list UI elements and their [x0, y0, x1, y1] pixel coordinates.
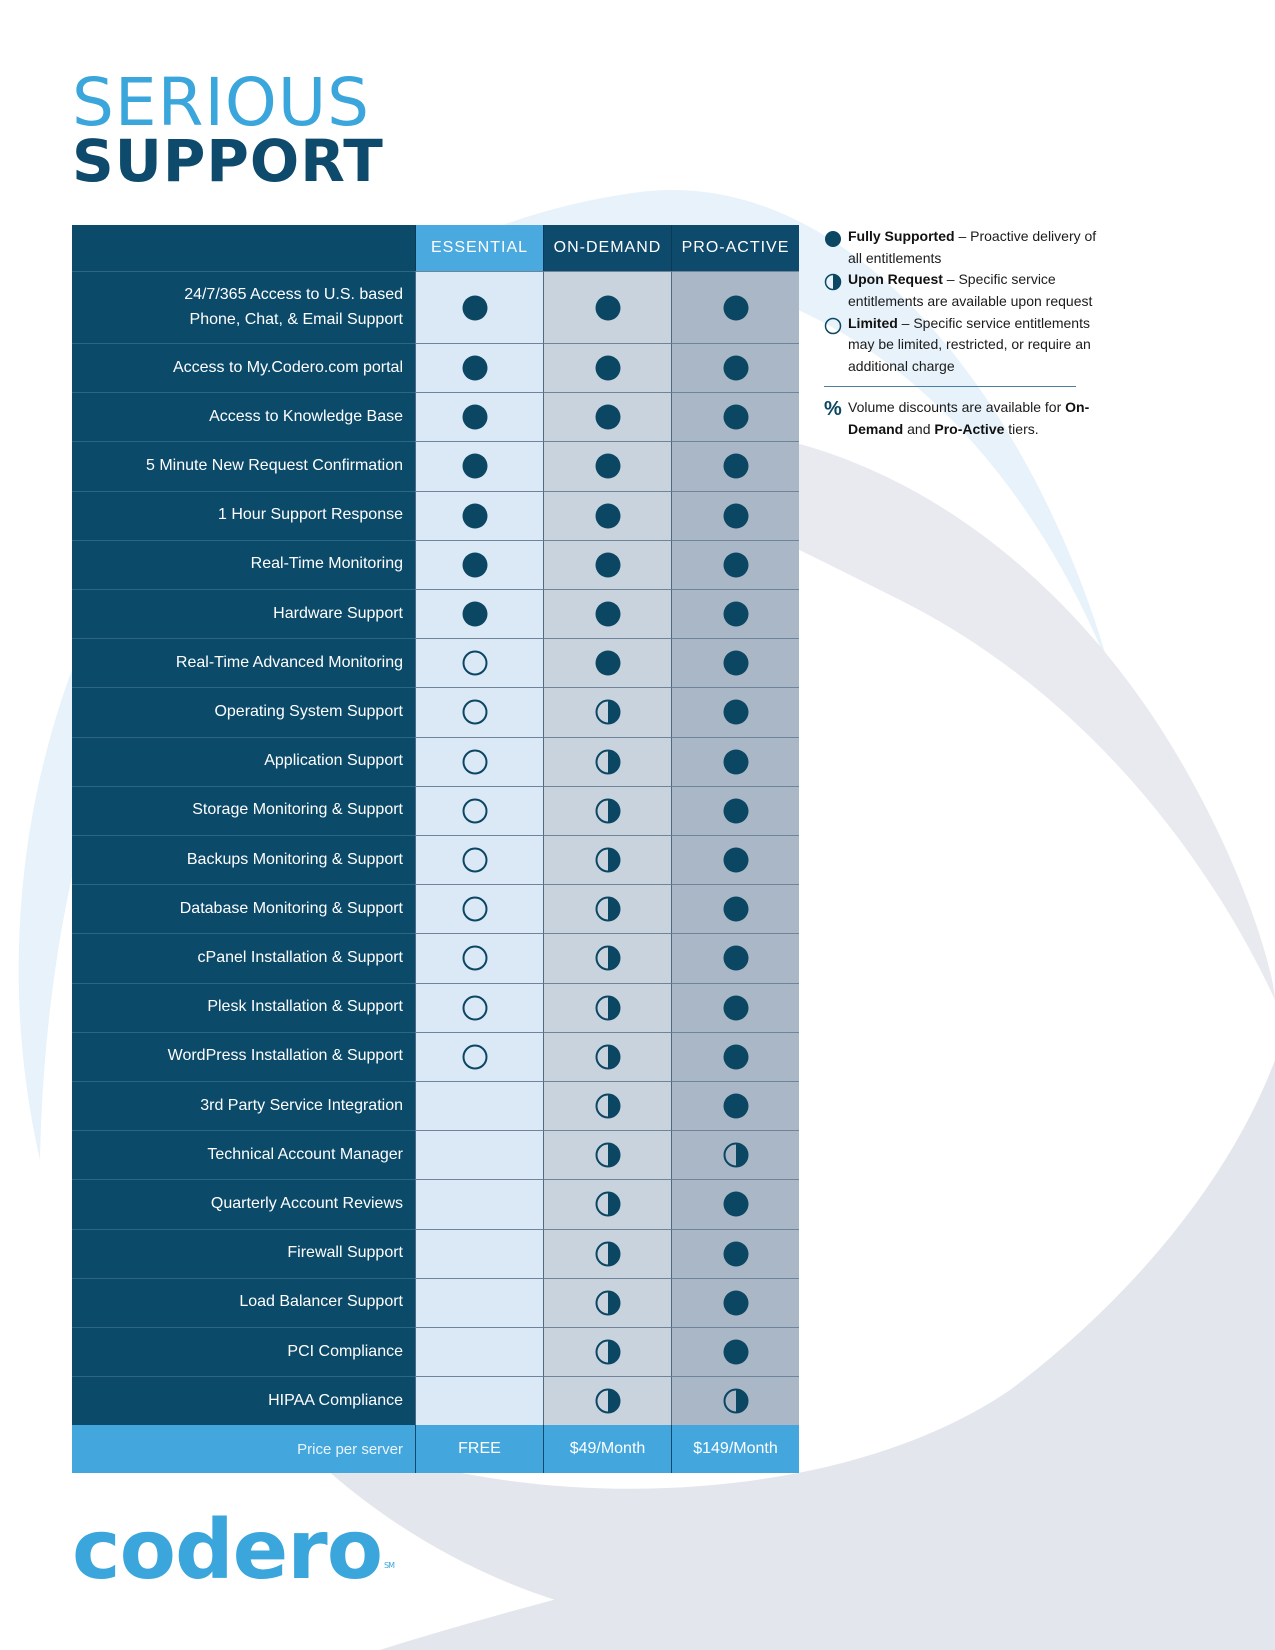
full-circle-icon — [594, 294, 622, 322]
full-circle-icon — [722, 1289, 750, 1317]
support-level-pro-active — [671, 884, 799, 933]
full-circle-icon — [722, 994, 750, 1022]
full-circle-icon — [594, 649, 622, 677]
column-header-pro-active — [671, 225, 799, 271]
support-level-on-demand — [543, 1376, 671, 1425]
support-level-essential — [415, 343, 543, 392]
codero-wordmark: codero — [72, 1503, 383, 1598]
support-comparison-table — [72, 225, 800, 1478]
volume-text-2: and — [903, 420, 935, 437]
feature-label-line: Backups Monitoring & Support — [186, 850, 403, 868]
feature-label-text — [198, 946, 403, 971]
half-circle-icon — [594, 797, 622, 825]
support-level-on-demand — [543, 441, 671, 490]
full-circle-icon — [722, 551, 750, 579]
feature-label-text — [264, 749, 403, 774]
feature-label-text — [214, 700, 403, 725]
feature-label-line: 1 Hour Support Response — [218, 506, 403, 524]
half-circle-icon — [594, 698, 622, 726]
support-level-on-demand — [543, 983, 671, 1032]
feature-row-label — [72, 540, 415, 589]
feature-label-line: 3rd Party Service Integration — [200, 1096, 403, 1114]
feature-label-line: 5 Minute New Request Confirmation — [145, 457, 403, 475]
full-circle-icon — [461, 502, 489, 530]
feature-label-text — [180, 897, 403, 922]
feature-row-label — [72, 343, 415, 392]
feature-label-text — [209, 405, 403, 430]
half-circle-icon — [594, 1240, 622, 1268]
legend-upon-request — [824, 269, 1114, 312]
support-level-pro-active — [671, 687, 799, 736]
price-value: FREE — [458, 1440, 501, 1458]
support-level-on-demand — [543, 884, 671, 933]
feature-label-text — [168, 1044, 403, 1069]
support-level-essential — [415, 1081, 543, 1130]
full-circle-icon — [722, 1092, 750, 1120]
full-circle-icon — [722, 1190, 750, 1218]
feature-label-line: Access to My.Codero.com portal — [172, 358, 403, 376]
support-level-pro-active — [671, 933, 799, 982]
support-level-essential — [415, 491, 543, 540]
feature-label-text — [146, 454, 403, 479]
feature-row-label — [72, 1032, 415, 1081]
support-level-essential — [415, 638, 543, 687]
half-circle-icon — [594, 1043, 622, 1071]
feature-label-text — [218, 503, 403, 528]
feature-label-text — [184, 283, 403, 333]
half-circle-icon — [594, 1338, 622, 1366]
empty-circle-icon — [461, 698, 489, 726]
header-blank — [72, 225, 415, 271]
support-level-pro-active — [671, 271, 799, 343]
price-pro-active — [671, 1425, 799, 1473]
feature-label-line: PCI Compliance — [287, 1342, 403, 1360]
price-label-text: Price per server — [297, 1440, 403, 1458]
price-on-demand — [543, 1425, 671, 1473]
support-level-pro-active — [671, 540, 799, 589]
volume-bold-pro-active: Pro-Active — [934, 420, 1005, 437]
feature-row-label — [72, 687, 415, 736]
price-value: $149/Month — [693, 1440, 778, 1458]
support-level-on-demand — [543, 1327, 671, 1376]
legend-fully-supported — [824, 226, 1114, 269]
support-level-on-demand — [543, 786, 671, 835]
support-level-on-demand — [543, 835, 671, 884]
half-circle-icon — [594, 748, 622, 776]
legend-divider — [824, 386, 1076, 387]
support-level-on-demand — [543, 1229, 671, 1278]
support-level-on-demand — [543, 933, 671, 982]
feature-label-text — [251, 552, 403, 577]
support-level-pro-active — [671, 1179, 799, 1228]
support-level-pro-active — [671, 1130, 799, 1179]
feature-label-text — [268, 1389, 403, 1414]
feature-row-label — [72, 1278, 415, 1327]
half-circle-icon — [594, 1092, 622, 1120]
legend-full-title: Fully Supported — [848, 228, 955, 244]
half-circle-icon — [824, 273, 842, 291]
feature-label-line: Access to Knowledge Base — [209, 407, 403, 425]
support-level-on-demand — [543, 687, 671, 736]
feature-label-text — [173, 356, 403, 381]
full-circle-icon — [461, 452, 489, 480]
support-level-pro-active — [671, 589, 799, 638]
support-level-on-demand — [543, 1278, 671, 1327]
serious-support-logo — [72, 64, 384, 195]
half-circle-icon — [594, 1289, 622, 1317]
half-circle-icon — [594, 1387, 622, 1415]
full-circle-icon — [722, 600, 750, 628]
full-circle-icon — [594, 354, 622, 382]
feature-row-label — [72, 983, 415, 1032]
empty-circle-icon — [461, 944, 489, 972]
support-level-essential — [415, 271, 543, 343]
feature-row-label — [72, 1081, 415, 1130]
support-level-on-demand — [543, 1032, 671, 1081]
support-level-essential — [415, 1229, 543, 1278]
full-circle-icon — [722, 452, 750, 480]
logo-line-serious: SERIOUS — [72, 64, 371, 141]
feature-row-label — [72, 638, 415, 687]
full-circle-icon — [594, 452, 622, 480]
full-circle-icon — [461, 600, 489, 628]
price-essential — [415, 1425, 543, 1473]
half-circle-icon — [594, 846, 622, 874]
volume-text-1: Volume discounts are available for — [848, 398, 1066, 415]
support-level-pro-active — [671, 983, 799, 1032]
legend-request-text: – Specific service entitlements are available upon request — [848, 271, 1093, 310]
support-level-essential — [415, 737, 543, 786]
support-level-essential — [415, 835, 543, 884]
support-level-pro-active — [671, 491, 799, 540]
support-level-pro-active — [671, 835, 799, 884]
service-mark: SM — [384, 1561, 395, 1570]
support-level-pro-active — [671, 786, 799, 835]
legend — [824, 226, 1114, 440]
feature-label-line: Application Support — [264, 752, 403, 770]
feature-label-line: WordPress Installation & Support — [167, 1047, 403, 1065]
support-level-pro-active — [671, 638, 799, 687]
feature-row-label — [72, 835, 415, 884]
feature-label-line: 24/7/365 Access to U.S. based — [184, 285, 403, 303]
half-circle-icon — [722, 1141, 750, 1169]
support-level-pro-active — [671, 1032, 799, 1081]
support-level-on-demand — [543, 271, 671, 343]
support-level-pro-active — [671, 343, 799, 392]
legend-request-title: Upon Request — [848, 271, 943, 288]
full-circle-icon — [722, 403, 750, 431]
support-level-essential — [415, 983, 543, 1032]
empty-circle-icon — [461, 895, 489, 923]
support-level-essential — [415, 884, 543, 933]
percent-icon: % — [824, 397, 842, 420]
legend-volume-discount — [824, 397, 1114, 440]
legend-limited-title: Limited — [848, 314, 898, 331]
half-circle-icon — [594, 994, 622, 1022]
feature-row-label — [72, 1376, 415, 1425]
feature-row-label — [72, 884, 415, 933]
legend-limited-text: – Specific service entitlements may be limited, restricted, or require an additional charge — [848, 314, 1091, 375]
full-circle-icon — [722, 1240, 750, 1268]
empty-circle-icon — [461, 797, 489, 825]
feature-row-label — [72, 271, 415, 343]
full-circle-icon — [461, 354, 489, 382]
feature-label-line: Load Balancer Support — [239, 1293, 403, 1311]
feature-row-label — [72, 441, 415, 490]
volume-text-3: tiers. — [1004, 420, 1039, 437]
feature-label-line: Firewall Support — [287, 1244, 403, 1262]
support-level-essential — [415, 1278, 543, 1327]
feature-label-line: Real-Time Monitoring — [250, 555, 403, 573]
support-level-essential — [415, 1032, 543, 1081]
support-level-essential — [415, 441, 543, 490]
codero-logo — [72, 1503, 395, 1598]
feature-row-label — [72, 737, 415, 786]
feature-label-line: Database Monitoring & Support — [179, 899, 403, 917]
empty-circle-icon — [461, 994, 489, 1022]
feature-label-line: Quarterly Account Reviews — [210, 1195, 403, 1213]
legend-full-text: – Proactive delivery of all entitlements — [848, 228, 1097, 266]
support-level-essential — [415, 589, 543, 638]
full-circle-icon — [722, 294, 750, 322]
feature-label-text — [287, 1340, 403, 1365]
feature-label-text — [207, 995, 403, 1020]
feature-row-label — [72, 933, 415, 982]
support-level-on-demand — [543, 638, 671, 687]
support-level-on-demand — [543, 1130, 671, 1179]
support-level-on-demand — [543, 1081, 671, 1130]
feature-label-line: Plesk Installation & Support — [207, 998, 403, 1016]
support-level-essential — [415, 1179, 543, 1228]
full-circle-icon — [722, 895, 750, 923]
support-level-pro-active — [671, 1081, 799, 1130]
support-level-essential — [415, 933, 543, 982]
column-header-label: ESSENTIAL — [430, 239, 529, 256]
column-header-label: ON-DEMAND — [553, 239, 662, 256]
feature-label-line: Hardware Support — [273, 604, 403, 622]
feature-label-text — [239, 1290, 403, 1315]
support-level-on-demand — [543, 343, 671, 392]
feature-label-line: Phone, Chat, & Email Support — [189, 310, 403, 328]
column-header-on-demand — [543, 225, 671, 271]
column-header-label: PRO-ACTIVE — [681, 239, 790, 256]
feature-row-label — [72, 491, 415, 540]
support-level-essential — [415, 1327, 543, 1376]
half-circle-icon — [722, 1387, 750, 1415]
feature-label-line: cPanel Installation & Support — [197, 949, 403, 967]
feature-label-text — [187, 848, 403, 873]
feature-label-line: Real-Time Advanced Monitoring — [175, 653, 403, 671]
full-circle-icon — [594, 600, 622, 628]
full-circle-icon — [594, 502, 622, 530]
full-circle-icon — [722, 698, 750, 726]
full-circle-icon — [722, 944, 750, 972]
full-circle-icon — [722, 797, 750, 825]
support-level-essential — [415, 540, 543, 589]
feature-label-text — [273, 602, 403, 627]
feature-row-label — [72, 1229, 415, 1278]
column-header-essential — [415, 225, 543, 271]
support-level-pro-active — [671, 737, 799, 786]
full-circle-icon — [824, 230, 842, 248]
support-level-pro-active — [671, 441, 799, 490]
empty-circle-icon — [461, 649, 489, 677]
full-circle-icon — [722, 846, 750, 874]
feature-label-line: Operating System Support — [214, 703, 403, 721]
price-value: $49/Month — [569, 1440, 646, 1458]
empty-circle-icon — [824, 317, 842, 335]
feature-label-line: Technical Account Manager — [207, 1145, 403, 1163]
logo-line-support: SUPPORT — [72, 127, 384, 195]
feature-row-label — [72, 1327, 415, 1376]
feature-row-label — [72, 589, 415, 638]
support-level-on-demand — [543, 491, 671, 540]
support-level-on-demand — [543, 737, 671, 786]
half-circle-icon — [594, 944, 622, 972]
feature-label-text — [287, 1241, 403, 1266]
feature-label-text — [192, 798, 403, 823]
support-level-essential — [415, 1130, 543, 1179]
feature-label-text — [176, 651, 403, 676]
half-circle-icon — [594, 1141, 622, 1169]
support-level-pro-active — [671, 1376, 799, 1425]
full-circle-icon — [722, 502, 750, 530]
support-level-essential — [415, 786, 543, 835]
empty-circle-icon — [461, 846, 489, 874]
empty-circle-icon — [461, 748, 489, 776]
empty-circle-icon — [461, 1043, 489, 1071]
feature-row-label — [72, 1130, 415, 1179]
full-circle-icon — [722, 1338, 750, 1366]
full-circle-icon — [461, 551, 489, 579]
feature-row-label — [72, 786, 415, 835]
half-circle-icon — [594, 1190, 622, 1218]
full-circle-icon — [722, 354, 750, 382]
full-circle-icon — [722, 649, 750, 677]
support-level-essential — [415, 1376, 543, 1425]
full-circle-icon — [722, 748, 750, 776]
support-level-pro-active — [671, 392, 799, 441]
feature-label-line: HIPAA Compliance — [268, 1391, 403, 1409]
feature-label-text — [211, 1192, 403, 1217]
support-level-essential — [415, 392, 543, 441]
support-level-essential — [415, 687, 543, 736]
price-row-label — [72, 1425, 415, 1473]
support-level-on-demand — [543, 540, 671, 589]
full-circle-icon — [594, 403, 622, 431]
volume-bold-on-demand: On-Demand — [848, 398, 1090, 437]
feature-label-line: Storage Monitoring & Support — [192, 801, 403, 819]
legend-limited — [824, 313, 1114, 378]
full-circle-icon — [461, 294, 489, 322]
support-level-pro-active — [671, 1278, 799, 1327]
feature-label-text — [200, 1094, 403, 1119]
full-circle-icon — [594, 551, 622, 579]
support-level-pro-active — [671, 1327, 799, 1376]
full-circle-icon — [461, 403, 489, 431]
feature-row-label — [72, 1179, 415, 1228]
feature-row-label — [72, 392, 415, 441]
support-level-on-demand — [543, 589, 671, 638]
feature-label-text — [207, 1143, 403, 1168]
support-level-on-demand — [543, 1179, 671, 1228]
full-circle-icon — [722, 1043, 750, 1071]
support-level-pro-active — [671, 1229, 799, 1278]
support-level-on-demand — [543, 392, 671, 441]
half-circle-icon — [594, 895, 622, 923]
